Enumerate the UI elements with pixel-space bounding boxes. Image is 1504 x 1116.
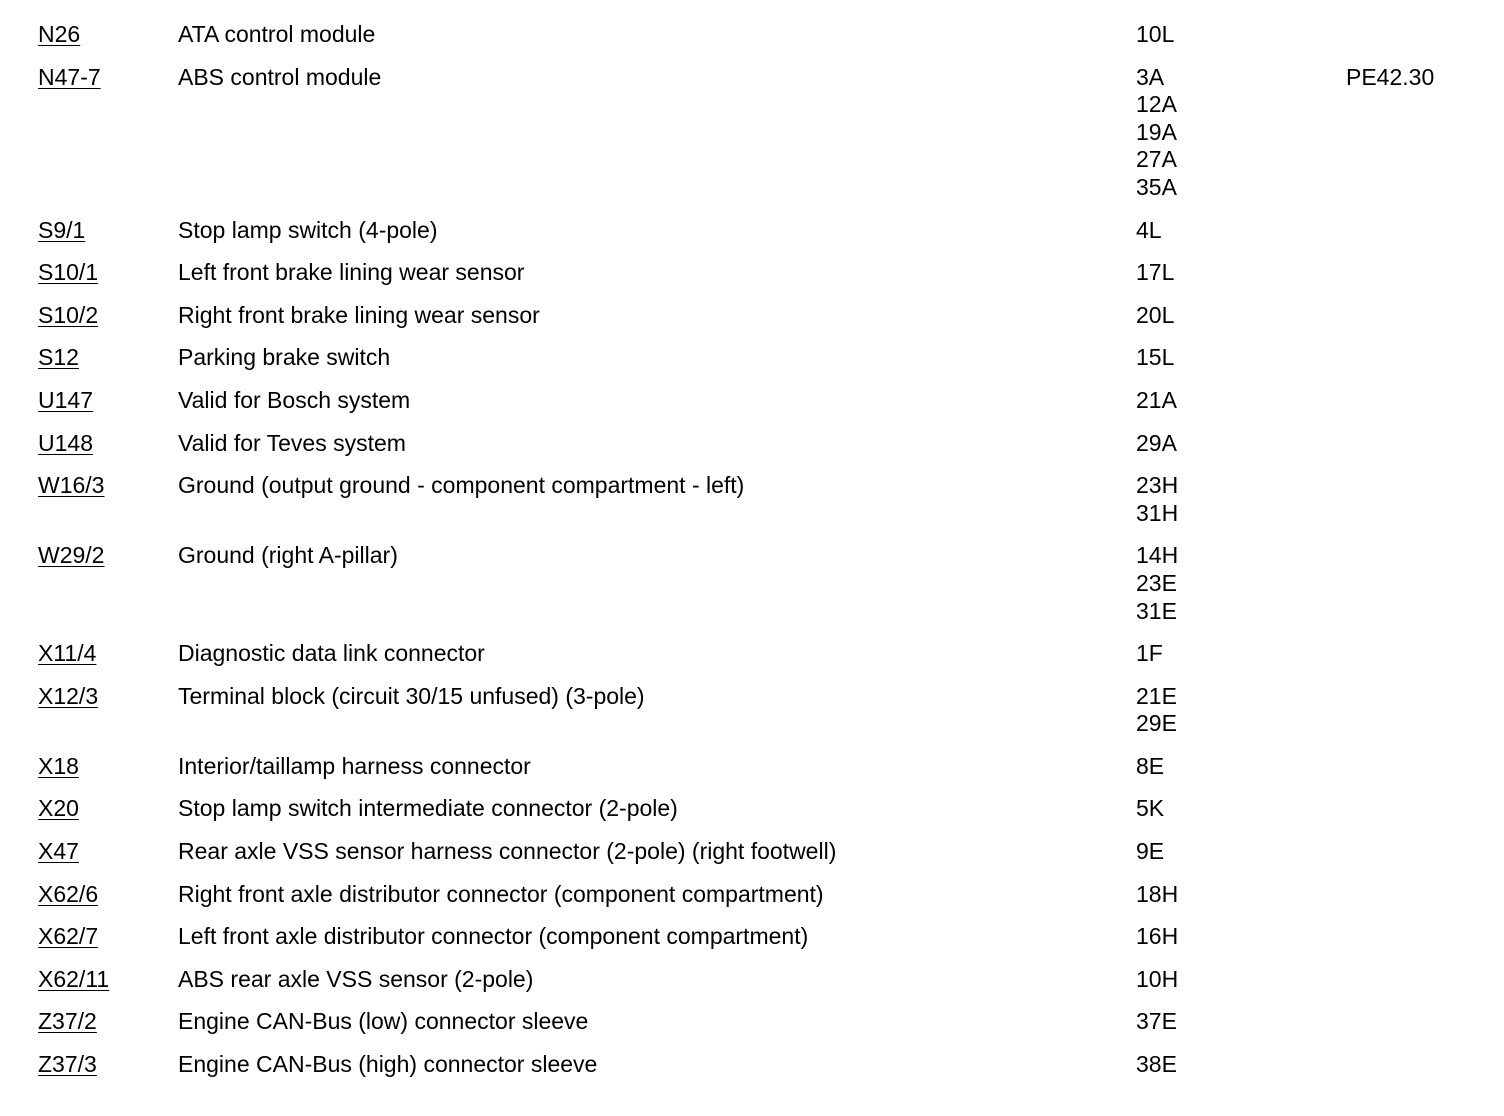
component-description: Left front axle distributor connector (component compartment) <box>178 923 809 950</box>
grid-location-list <box>1136 259 1174 287</box>
table-row <box>0 838 1504 866</box>
component-code-link[interactable]: Z37/3 <box>38 1051 97 1078</box>
component-description: Rear axle VSS sensor harness connector (2-pole) (right footwell) <box>178 838 837 865</box>
component-code-link[interactable]: X62/11 <box>38 965 110 992</box>
component-description: ATA control module <box>178 21 376 47</box>
component-code-link[interactable]: X62/7 <box>38 923 99 950</box>
component-code-link[interactable]: X18 <box>38 752 79 779</box>
table-row <box>0 21 1504 49</box>
grid-location: 17L <box>1136 259 1175 286</box>
grid-location-list <box>1136 21 1174 49</box>
component-description: Ground (output ground - component compartment - left) <box>178 472 745 499</box>
grid-location: 4L <box>1136 216 1162 243</box>
table-row <box>0 881 1504 909</box>
grid-location-list <box>1136 387 1177 415</box>
grid-location: 23E <box>1136 569 1177 596</box>
grid-location: 21E <box>1136 682 1177 709</box>
table-row <box>0 302 1504 330</box>
component-legend-table <box>0 21 1504 1094</box>
component-description: Valid for Teves system <box>178 429 406 456</box>
grid-location: 16H <box>1136 923 1179 950</box>
component-description: Stop lamp switch intermediate connector (2-pole) <box>178 795 678 822</box>
grid-location: 31H <box>1136 499 1179 526</box>
table-row <box>0 472 1504 527</box>
component-description: ABS rear axle VSS sensor (2-pole) <box>178 965 534 992</box>
component-code-link[interactable]: X47 <box>38 838 79 865</box>
component-description: Valid for Bosch system <box>178 386 411 413</box>
grid-location: 10L <box>1136 21 1175 47</box>
grid-location-list <box>1136 753 1164 781</box>
component-description: Diagnostic data link connector <box>178 640 485 667</box>
component-code-link[interactable]: Z37/2 <box>38 1008 97 1035</box>
table-row <box>0 344 1504 372</box>
component-code-link[interactable]: S10/2 <box>38 301 99 328</box>
table-row <box>0 966 1504 994</box>
grid-location: 27A <box>1136 146 1177 173</box>
component-description: Right front brake lining wear sensor <box>178 301 540 328</box>
grid-location-list <box>1136 472 1178 527</box>
grid-location-list <box>1136 640 1163 668</box>
component-code-link[interactable]: W16/3 <box>38 472 105 499</box>
grid-location-list <box>1136 430 1177 458</box>
grid-location: 1F <box>1136 640 1163 667</box>
grid-location-list <box>1136 344 1174 372</box>
component-description: Stop lamp switch (4-pole) <box>178 216 438 243</box>
grid-location: 35A <box>1136 173 1177 200</box>
table-row <box>0 64 1504 202</box>
grid-location: 5K <box>1136 795 1165 822</box>
component-code-link[interactable]: S9/1 <box>38 216 86 243</box>
table-row <box>0 430 1504 458</box>
grid-location-list <box>1136 795 1164 823</box>
grid-location-list <box>1136 838 1164 866</box>
component-code-link[interactable]: S10/1 <box>38 259 99 286</box>
grid-location: 8E <box>1136 752 1165 779</box>
component-description: Left front brake lining wear sensor <box>178 259 525 286</box>
component-code-link[interactable]: X12/3 <box>38 682 99 709</box>
component-description: Parking brake switch <box>178 344 391 371</box>
grid-location: 3A <box>1136 63 1165 90</box>
grid-location-list <box>1136 542 1178 625</box>
component-description: Engine CAN-Bus (low) connector sleeve <box>178 1008 589 1035</box>
grid-location: 29A <box>1136 429 1177 456</box>
table-row <box>0 387 1504 415</box>
grid-location: 15L <box>1136 344 1175 371</box>
grid-location-list <box>1136 683 1177 738</box>
table-row <box>0 640 1504 668</box>
grid-location: 20L <box>1136 301 1175 328</box>
table-row <box>0 753 1504 781</box>
component-code-link[interactable]: W29/2 <box>38 542 105 569</box>
table-row <box>0 217 1504 245</box>
grid-location-list <box>1136 923 1178 951</box>
table-row <box>0 259 1504 287</box>
component-description: Right front axle distributor connector (component compartment) <box>178 880 824 907</box>
grid-location: 19A <box>1136 118 1177 145</box>
component-description: Ground (right A-pillar) <box>178 542 398 569</box>
grid-location-list <box>1136 217 1162 245</box>
grid-location: 21A <box>1136 386 1177 413</box>
table-row <box>0 923 1504 951</box>
grid-location-list <box>1136 64 1177 202</box>
component-description: Interior/taillamp harness connector <box>178 752 531 779</box>
component-description: ABS control module <box>178 63 382 90</box>
table-row <box>0 1008 1504 1036</box>
table-row <box>0 683 1504 738</box>
grid-location: 37E <box>1136 1008 1177 1035</box>
component-code-link[interactable]: X20 <box>38 795 79 822</box>
table-row <box>0 1051 1504 1079</box>
component-code-link[interactable]: U148 <box>38 429 93 456</box>
component-code-link[interactable]: X11/4 <box>38 640 97 667</box>
grid-location: 14H <box>1136 542 1179 569</box>
diagram-reference: PE42.30 <box>1346 63 1435 90</box>
component-description: Engine CAN-Bus (high) connector sleeve <box>178 1051 598 1078</box>
table-row <box>0 795 1504 823</box>
grid-location-list <box>1136 881 1178 909</box>
grid-location: 9E <box>1136 838 1165 865</box>
grid-location: 10H <box>1136 965 1179 992</box>
component-description: Terminal block (circuit 30/15 unfused) (3-pole) <box>178 682 645 709</box>
component-code-link[interactable]: U147 <box>38 386 93 413</box>
table-row <box>0 542 1504 625</box>
grid-location-list <box>1136 1008 1177 1036</box>
component-code-link[interactable]: N26 <box>38 21 81 47</box>
grid-location: 18H <box>1136 880 1179 907</box>
grid-location: 23H <box>1136 472 1179 499</box>
grid-location: 29E <box>1136 710 1177 737</box>
component-code-link[interactable]: X62/6 <box>38 880 99 907</box>
grid-location: 31E <box>1136 597 1177 624</box>
grid-location-list <box>1136 1051 1177 1079</box>
grid-location-list <box>1136 966 1178 994</box>
grid-location-list <box>1136 302 1174 330</box>
component-code-link[interactable]: S12 <box>38 344 79 371</box>
grid-location: 38E <box>1136 1051 1177 1078</box>
component-code-link[interactable]: N47-7 <box>38 63 101 90</box>
grid-location: 12A <box>1136 91 1177 118</box>
